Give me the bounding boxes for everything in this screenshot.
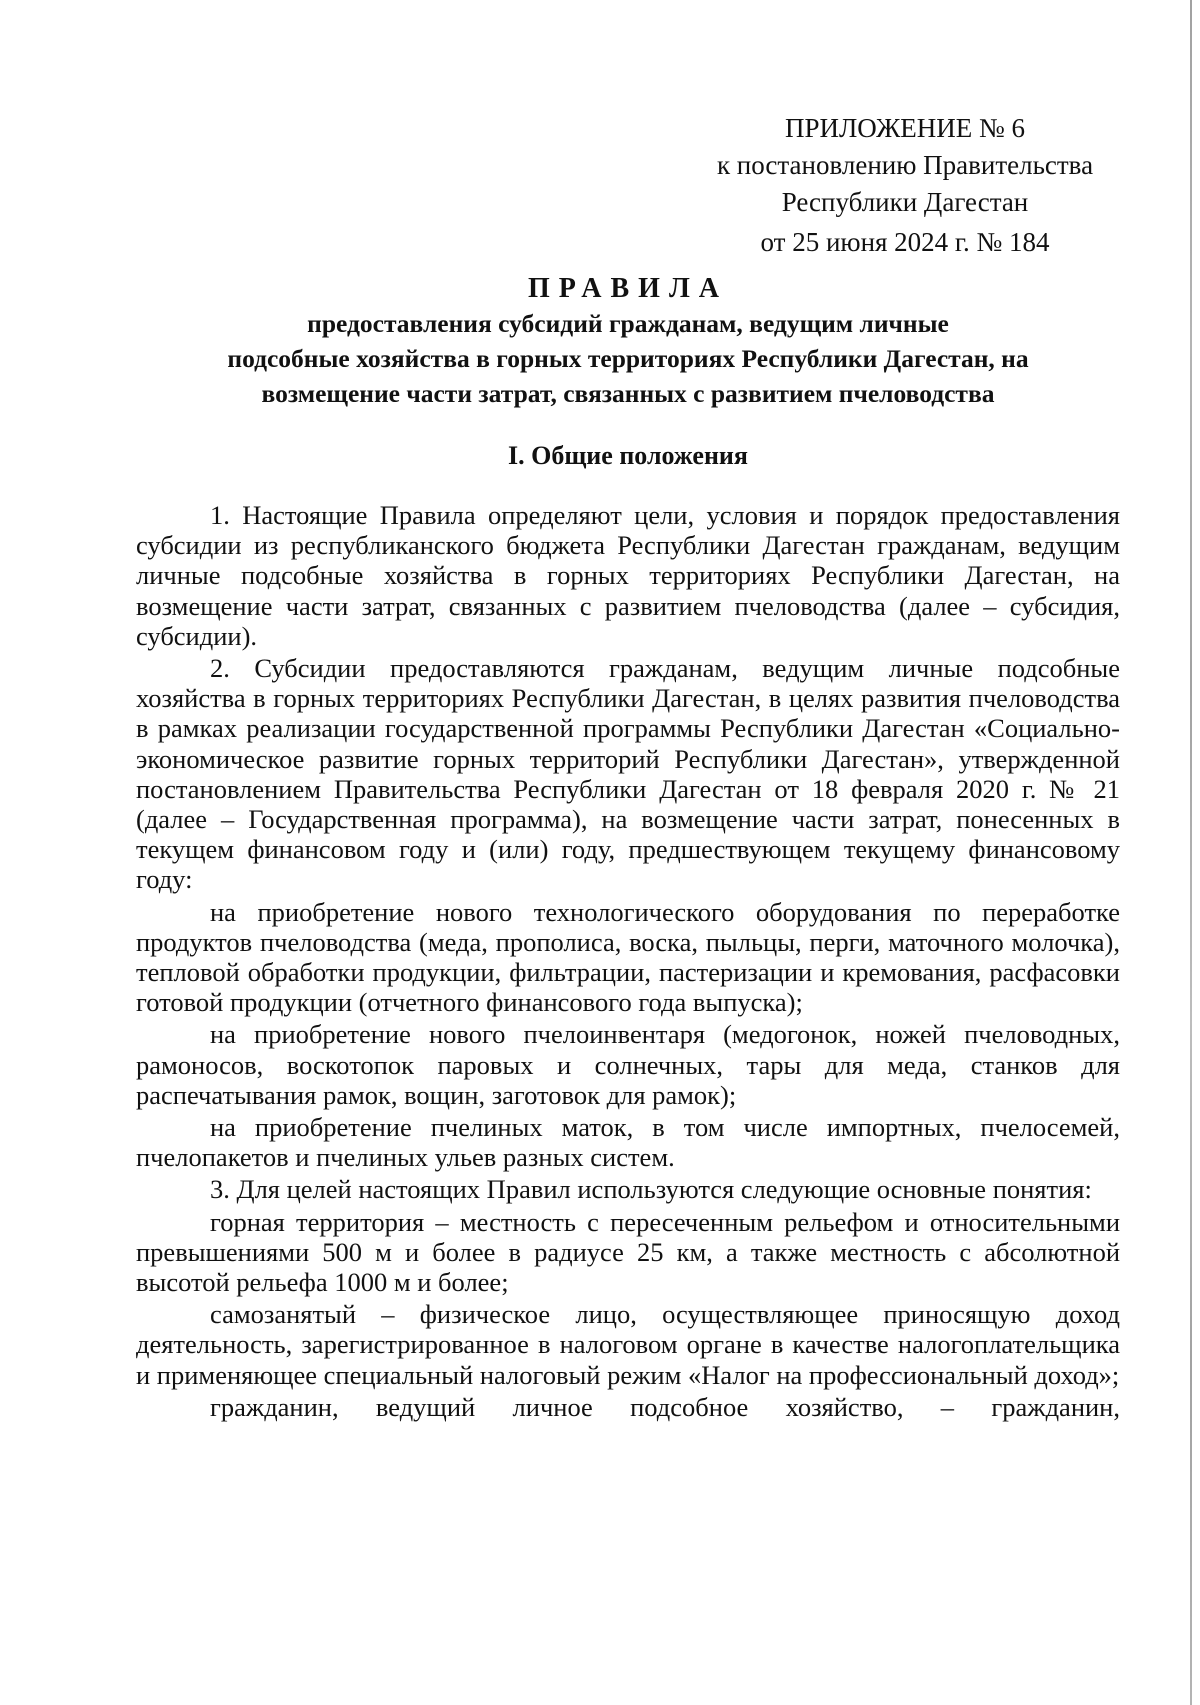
annex-reference: к постановлению Правительства [716, 150, 1094, 180]
annex-title: ПРИЛОЖЕНИЕ № 6 [784, 113, 1026, 143]
annex-date: от 25 июня 2024 г. № 184 [760, 227, 1050, 257]
paragraph-3: 3. Для целей настоящих Правил используются следующие основные понятия: [210, 1174, 1092, 1205]
body-text [136, 500, 1120, 1424]
scan-edge-line [1190, 0, 1192, 1705]
paragraph-2-item-bees: на приобретение пчелиных маток, в том числе импортных, пчелосемей, пчелопакетов и пчелиных ульев разных систем. [136, 1112, 1120, 1173]
subtitle-line-1: предоставления субсидий гражданам, ведущим личные [307, 309, 949, 338]
paragraph-1: 1. Настоящие Правила определяют цели, условия и порядок предоставления субсидии из республиканского бюджета Республики Дагестан гражданам, ведущим личные подсобные хозяйства в горных территориях Республики Дагестан, на возмещение части затрат, связанных с развитием пчеловодства (далее – субсидия, субсидии). [136, 500, 1120, 651]
paragraph-2-item-equipment: на приобретение нового технологического оборудования по переработке продуктов пчеловодства (меда, прополиса, воска, пыльцы, перги, маточного молочка), тепловой обработки продукции, фильтрации, пастеризации и кремования, расфасовки готовой продукции (отчетного финансового года выпуска); [136, 896, 1120, 1018]
section-heading: I. Общие положения [508, 441, 748, 470]
definition-citizen: гражданин, ведущий личное подсобное хозяйство, – гражданин, [210, 1391, 1120, 1422]
definition-mountain-territory: горная территория – местность с пересеченным рельефом и относительными превышениями 500 м и более в радиусе 25 км, а также местность с абсолютной высотой рельефа 1000 м и более; [136, 1206, 1120, 1298]
paragraph-2: 2. Субсидии предоставляются гражданам, ведущим личные подсобные хозяйства в горных территориях Республики Дагестан, в целях развития пчеловодства в рамках реализации государственной программы Республики Дагестан «Социально-экономическое развитие горных территорий Республики Дагестан», утвержденной постановлением Правительства Республики Дагестан от 18 февраля 2020 г. № 21 (далее – Государственная программа), на возмещение части затрат, понесенных в текущем финансовом году и (или) году, предшествующем текущему финансовому году: [136, 653, 1120, 895]
document-title: ПРАВИЛА [527, 273, 729, 304]
document-subtitle [136, 306, 1120, 411]
definition-self-employed: самозанятый – физическое лицо, осуществляющее приносящую доход деятельность, зарегистрированное в налоговом органе в качестве налогоплательщика и применяющее специальный налоговый режим «Налог на профессиональный доход»; [136, 1299, 1120, 1390]
paragraph-2-item-inventory: на приобретение нового пчелоинвентаря (медогонок, ножей пчеловодных, рамоносов, воскотопок паровых и солнечных, тары для меда, станков для распечатывания рамок, вощин, заготовок для рамок); [136, 1019, 1120, 1110]
subtitle-line-2: подсобные хозяйства в горных территориях Республики Дагестан, на [227, 344, 1029, 373]
annex-government: Республики Дагестан [781, 187, 1029, 217]
subtitle-line-3: возмещение части затрат, связанных с развитием пчеловодства [261, 379, 995, 408]
annex-header [700, 110, 1110, 221]
